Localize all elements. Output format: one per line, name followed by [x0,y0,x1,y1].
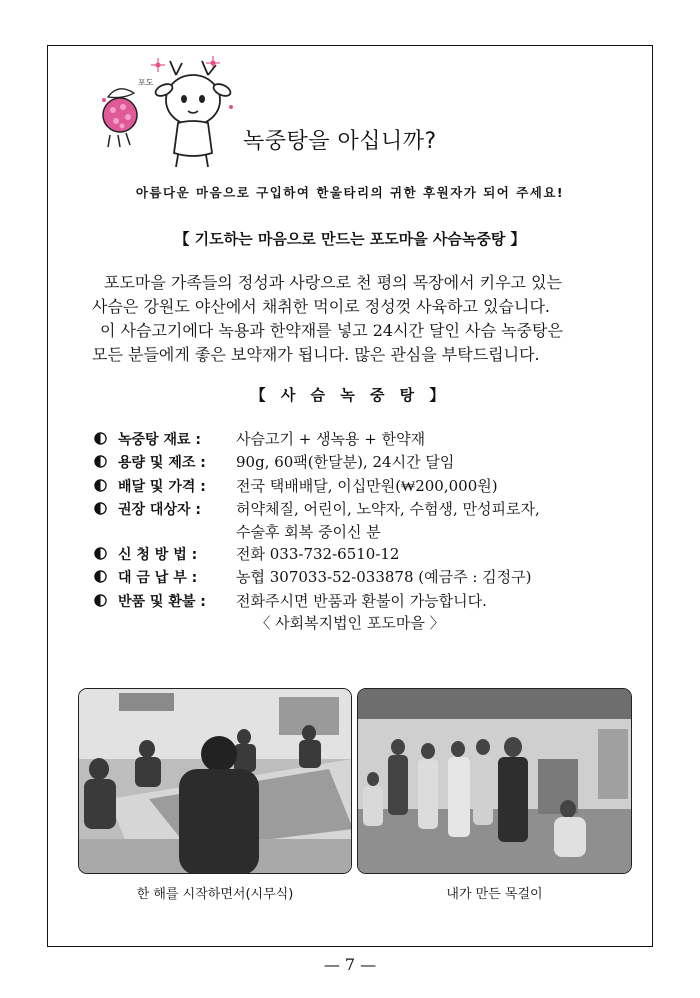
half-circle-bullet-icon [94,453,118,471]
info-label: 대 금 납 부 : [118,570,198,587]
photo-ceremony [78,688,352,874]
intro-paragraph [92,271,612,367]
section-title: 【 사 슴 녹 중 탕 】 [250,386,450,404]
half-circle-bullet-icon [94,545,118,563]
info-row-delivery-price [94,475,634,498]
slogan-text: 아름다운 마음으로 구입하여 한울타리의 귀한 후원자가 되어 주세요! [135,185,565,200]
info-value-continued: 수술후 회복 중이신 분 [236,523,381,542]
half-circle-bullet-icon [94,592,118,610]
mascot-text: 포도 [138,78,154,87]
organization-name: 〈 사회복지법인 포도마을 〉 [255,614,445,632]
page-number: — 7 — [323,955,377,974]
photo-necklace [357,688,632,874]
intro-line: 사슴은 강원도 야산에서 채취한 먹이로 정성껏 사육하고 있습니다. [92,297,551,316]
intro-line: 모든 분들에게 좋은 보약재가 됩니다. 많은 관심을 부탁드립니다. [92,345,540,364]
info-value: 전화주시면 반품과 환불이 가능합니다. [236,591,487,610]
subheading: 【 기도하는 마음으로 만드는 포도마을 사슴녹중탕 】 [174,230,526,248]
info-label: 용량 및 제조 : [118,455,206,472]
info-value: 90g, 60팩(한달분), 24시간 달임 [236,453,455,472]
info-label: 녹중탕 재료 : [118,432,201,448]
info-row-payment [94,566,634,589]
info-value: 전화 033-732-6510-12 [236,545,400,564]
info-value: 농협 307033-52-033878 (예금주 : 김정구) [236,568,532,587]
photo-caption: 한 해를 시작하면서(시무식) [136,887,294,902]
info-value: 사슴고기 + 생녹용 + 한약재 [236,430,426,448]
info-value: 전국 택배배달, 이십만원(₩200,000원) [236,476,498,495]
info-label: 신 청 방 법 : [118,547,198,564]
half-circle-bullet-icon [94,500,118,518]
half-circle-bullet-icon [94,568,118,586]
intro-line: 이 사슴고기에다 녹용과 한약재를 넣고 24시간 달인 사슴 녹중탕은 [100,321,563,340]
half-circle-bullet-icon [94,477,118,495]
intro-line: 포도마을 가족들의 정성과 사랑으로 천 평의 목장에서 키우고 있는 [104,273,563,292]
info-label: 권장 대상자 : [118,501,201,518]
info-row-recommended [94,498,634,521]
info-label: 반품 및 환불 : [118,593,206,610]
info-value: 허약체질, 어린이, 노약자, 수험생, 만성피로자, [236,499,540,518]
info-row-order [94,543,634,566]
page-title: 녹중탕을 아십니까? [243,129,437,154]
deer-mascot-illustration [98,55,238,170]
photo-caption: 내가 만든 목걸이 [446,887,543,902]
info-label: 배달 및 가격 : [118,478,206,495]
info-row-ingredients [94,428,634,451]
half-circle-bullet-icon [94,430,118,448]
product-info-list [94,428,634,613]
info-row-refund [94,590,634,613]
info-row-volume [94,451,634,474]
